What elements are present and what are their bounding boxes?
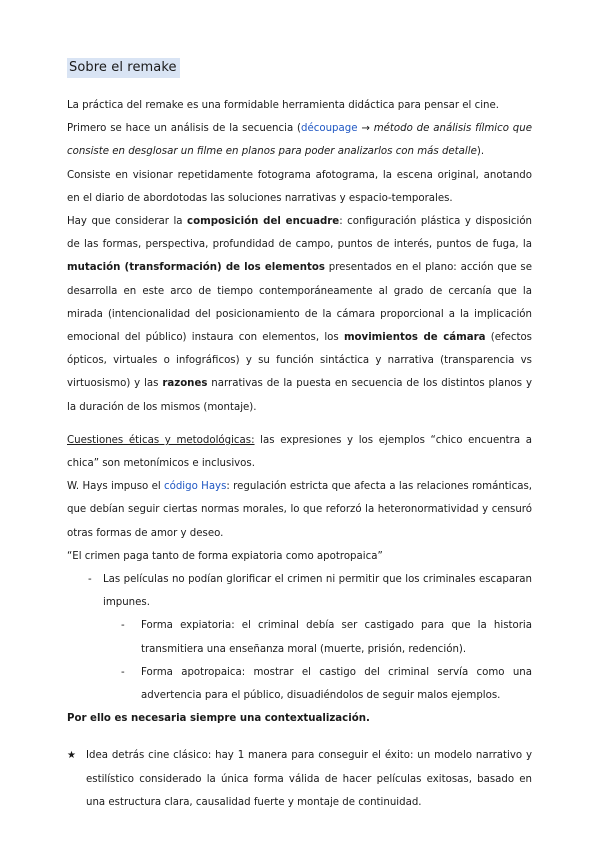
dash-bullet: - [121,666,125,678]
underlined-heading: Cuestiones éticas y metodológicas: [67,434,255,446]
list-item: - Forma apotropaica: mostrar el castigo del criminal servía como una advertencia para el público, disuadiéndolos de seguir malos ejemplos. [67,661,532,707]
decoupage-link[interactable]: découpage [301,123,358,135]
paragraph-composicion: Hay que considerar la composición del encuadre: configuración plástica y disposición de las formas, perspectiva, profundidad de campo, puntos de interés, puntos de fuga, la mutación (transformación) de los elementos presentados en el plano: acción que se desarrolla en este arco de tiempo contemporáneamente al grado de cercanía que la mirada (intencionalidad del posicionamiento de la cámara proporcional a la implicación emocional del público) instaura con elementos, los movimientos de cámara (efectos ópticos, virtuales o infográficos) y su función sintáctica y narrativa (transparencia vs virtuosismo) y las razones narrativas de la puesta en secuencia de los distintos planos y la duración de los mismos (montaje). [67,216,533,413]
dash-bullet: - [121,620,125,632]
list-item: - Las películas no podían glorificar el crimen ni permitir que los criminales escaparan impunes. [67,568,532,614]
document-page [67,56,532,814]
star-icon: ★ [67,750,76,762]
list-item: - Forma expiatoria: el criminal debía ser castigado para que la historia transmitiera una enseñanza moral (muerte, prisión, redención). [67,614,532,660]
paragraph-cuestiones-eticas: Cuestiones éticas y metodológicas: las expresiones y los ejemplos “chico encuentra a chica” son metonímicos e inclusivos. [67,434,532,470]
list-item: ★ Idea detrás cine clásico: hay 1 manera para conseguir el éxito: un modelo narrativo y estilístico considerado la única forma válida de hacer películas exitosas, basado en una estructura clara, causalidad fuerte y montaje de continuidad. [67,744,532,814]
paragraph-visionado: Consiste en visionar repetidamente fotograma afotograma, la escena original, anotando en el diario de abordotodas las soluciones narrativas y espacio-temporales. [67,169,532,204]
section-title: Sobre el remake [67,58,180,78]
paragraph-contextualizacion: Por ello es necesaria siempre una contextualización. [67,713,370,725]
paragraph-decoupage: Primero se hace un análisis de la secuencia (découpage → método de análisis fílmico que consiste en desglosar un filme en planos para poder analizarlos con más detalle). [67,123,533,158]
paragraph-codigo-hays: W. Hays impuso el código Hays: regulación estricta que afecta a las relaciones románticas, que debían seguir ciertas normas morales, lo que reforzó la heteronormatividad y censuró otras formas de amor y deseo. [67,481,533,539]
paragraph-remake-intro: La práctica del remake es una formidable herramienta didáctica para pensar el cine. [67,100,500,111]
codigo-hays-link[interactable]: código Hays [164,481,227,493]
dash-bullet: - [88,574,92,586]
quote-crimen-paga: “El crimen paga tanto de forma expiatoria como apotropaica” [67,550,383,562]
